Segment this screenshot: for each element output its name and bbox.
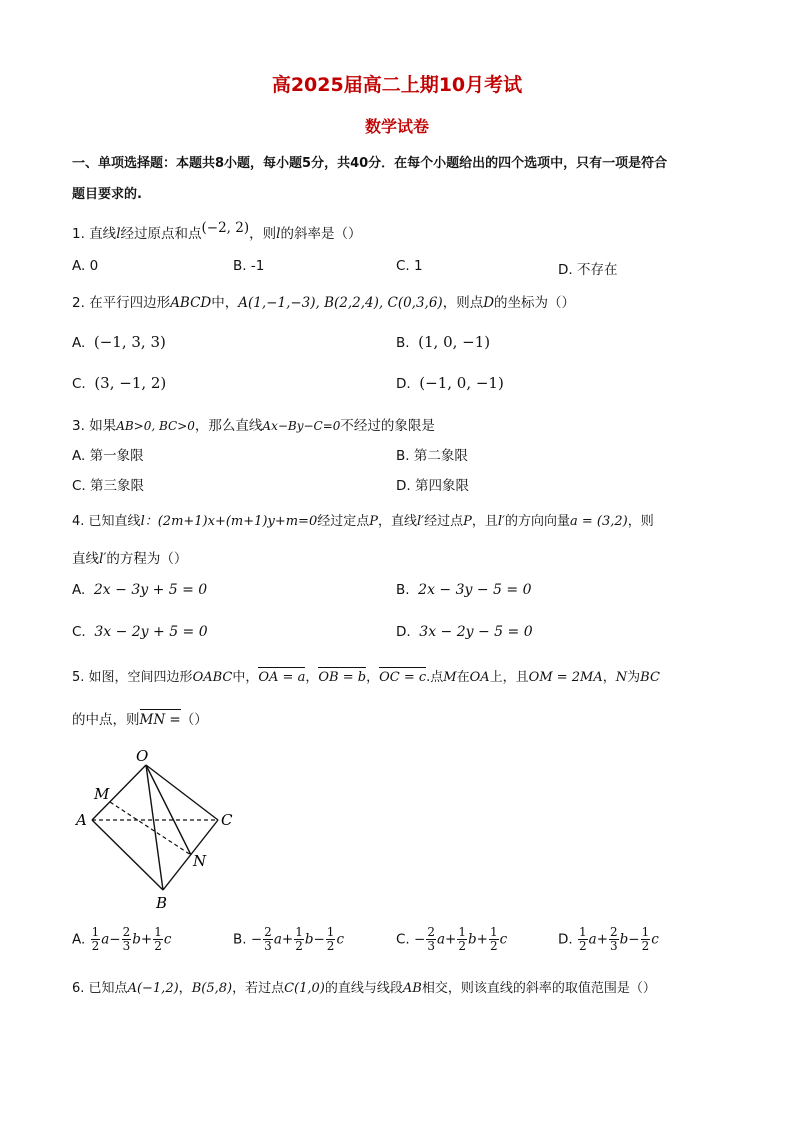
math-var: M: [443, 670, 457, 685]
option-letter: D.: [558, 931, 573, 948]
option-text: (−1, 0, −1): [419, 374, 504, 392]
numerator: 1: [326, 925, 335, 939]
question-4: [72, 510, 654, 529]
edge-ob: [146, 765, 163, 890]
sign: +: [476, 931, 488, 948]
option-text: 第四象限: [414, 478, 469, 494]
denominator: 2: [295, 939, 303, 953]
option-letter: A.: [72, 582, 86, 598]
label-o: O: [136, 747, 149, 765]
vector-var: b: [467, 931, 477, 948]
fraction: [426, 926, 436, 953]
math-point: B(5,8): [191, 981, 233, 996]
numerator: 1: [458, 925, 466, 939]
edge-bc: [163, 820, 218, 890]
option-text: 第三象限: [90, 478, 145, 494]
math-var: N: [615, 670, 628, 685]
question-text: ，则点: [442, 295, 484, 311]
fraction: [263, 926, 273, 953]
question-text: ，若过点: [232, 981, 285, 996]
option-text: -1: [250, 258, 265, 274]
sign: +: [445, 931, 457, 948]
q1-option-b[interactable]: [233, 258, 264, 274]
denominator: 2: [641, 939, 650, 953]
fraction: [578, 926, 588, 953]
segment-mn-dashed: [110, 802, 191, 855]
option-text: 2x − 3y − 5 = 0: [418, 582, 532, 598]
question-text: 上，且: [489, 670, 529, 685]
sign: −: [250, 931, 263, 948]
numerator: 2: [264, 925, 272, 939]
question-text: 直线: [89, 226, 117, 242]
exam-title: 高2025届高二上期10月考试: [271, 74, 523, 96]
numerator: 1: [578, 925, 587, 939]
option-text: (3, −1, 2): [94, 374, 167, 392]
option-text: 3x − 2y + 5 = 0: [94, 624, 208, 640]
question-number: 3.: [72, 418, 85, 434]
question-4-line2: [72, 547, 187, 567]
vector-var: b: [132, 931, 141, 948]
math-equation: l：(2m+1)x+(m+1)y+m=0: [140, 514, 318, 529]
math-var: l′: [99, 551, 107, 567]
fraction: [91, 926, 101, 953]
question-number: 1.: [72, 226, 85, 242]
question-text: 已知点: [88, 981, 128, 996]
question-number: 2.: [72, 295, 85, 311]
question-3: [72, 414, 435, 434]
label-m: M: [94, 785, 110, 803]
question-1: [72, 222, 361, 242]
q4-option-c[interactable]: [72, 624, 208, 640]
q4-option-d[interactable]: [396, 624, 533, 640]
math-vector: OB = b: [318, 670, 367, 685]
vector-var: a: [436, 931, 446, 948]
q3-option-c[interactable]: [72, 474, 144, 494]
math-vector: a = (3,2): [570, 514, 628, 529]
option-text: 第一象限: [89, 448, 144, 464]
option-letter: D.: [396, 624, 411, 640]
math-relation: OM = 2MA: [528, 670, 603, 685]
question-text: 在: [456, 670, 470, 685]
denominator: 2: [458, 939, 466, 953]
sign: +: [140, 931, 153, 948]
vector-var: c: [651, 931, 659, 948]
option-letter: A.: [72, 335, 86, 351]
numerator: 2: [427, 925, 435, 939]
q5-option-a[interactable]: [72, 926, 171, 953]
denominator: 3: [122, 939, 131, 953]
vector-var: c: [163, 931, 172, 948]
question-text: 为: [627, 670, 641, 685]
q3-option-d[interactable]: [396, 474, 469, 494]
q1-option-c[interactable]: [396, 258, 423, 274]
sign: −: [313, 931, 325, 948]
question-text: ，直线: [377, 514, 417, 529]
question-text: 已知直线: [88, 514, 141, 529]
fraction: [294, 926, 304, 953]
option-letter: D.: [558, 262, 573, 278]
question-text: 的中点，则: [72, 712, 140, 728]
option-letter: B.: [396, 448, 410, 464]
fraction: [609, 926, 619, 953]
numerator: 1: [295, 925, 303, 939]
q3-option-b[interactable]: [396, 444, 468, 464]
option-letter: B.: [233, 931, 247, 948]
option-letter: C.: [72, 624, 86, 640]
option-text: (1, 0, −1): [418, 333, 491, 351]
question-number: 6.: [72, 981, 85, 996]
question-text: 的方向向量: [505, 514, 571, 529]
sign: +: [596, 931, 608, 948]
sign: +: [281, 931, 294, 948]
question-text: ，且: [471, 514, 498, 529]
question-text: 如果: [89, 418, 117, 434]
vector-var: a: [588, 931, 597, 948]
section-heading-line1: 一、单项选择题：本题共8小题，每小题5分，共40分．在每个小题给出的四个选项中，只有一项是符合: [72, 156, 668, 171]
numerator: 1: [91, 925, 100, 939]
q2-option-d[interactable]: [396, 374, 504, 392]
denominator: 2: [578, 939, 587, 953]
tetrahedron-figure: [70, 745, 250, 915]
question-text: 中，: [211, 295, 239, 311]
option-letter: A.: [72, 258, 86, 274]
label-a: A: [76, 811, 87, 829]
fraction: [641, 926, 651, 953]
sign: −: [109, 931, 121, 948]
section-heading-line2: 题目要求的.: [72, 187, 142, 202]
numerator: 1: [641, 925, 650, 939]
option-text: (−1, 3, 3): [93, 333, 166, 351]
option-letter: D.: [396, 376, 411, 392]
question-text: 的斜率是（）: [280, 226, 362, 242]
math-shape: OABC: [192, 670, 233, 685]
math-vector: OA = a: [258, 670, 306, 685]
math-var: P: [369, 514, 378, 529]
math-segment: AB: [402, 981, 422, 996]
question-text: ，那么直线: [194, 418, 263, 434]
question-6: [72, 977, 656, 996]
question-text: 经过点: [424, 514, 464, 529]
question-text: ，: [602, 670, 616, 685]
option-text: 3x − 2y − 5 = 0: [419, 624, 533, 640]
option-text: 2x − 3y + 5 = 0: [93, 582, 208, 598]
option-text: 1: [414, 258, 423, 274]
denominator: 2: [91, 939, 100, 953]
question-5: 5. 如图，空间四边形OABC中，OA = a，OB = b，OC = c.点M在OA上，且OM = 2MA，N为BC: [72, 670, 660, 685]
math-points: A(1,−1,−3), B(2,2,4), C(0,3,6): [238, 295, 443, 311]
option-letter: D.: [396, 478, 411, 494]
vector-var: a: [101, 931, 110, 948]
question-text: 中，: [232, 670, 259, 685]
math-vector: MN =: [139, 712, 181, 728]
question-text: 经过原点和点: [120, 226, 202, 242]
denominator: 3: [264, 939, 272, 953]
q3-option-a[interactable]: [72, 444, 144, 464]
math-var: D: [483, 295, 495, 311]
label-b: B: [156, 894, 168, 912]
question-text: ，则: [627, 514, 654, 529]
math-equation: Ax−By−C=0: [262, 419, 341, 433]
q4-option-a[interactable]: [72, 582, 207, 598]
sign: −: [414, 931, 426, 948]
option-letter: C.: [396, 931, 410, 948]
option-letter: C.: [72, 478, 86, 494]
question-text: ，则: [249, 226, 277, 242]
numerator: 2: [610, 925, 618, 939]
vector-var: a: [273, 931, 282, 948]
option-letter: C.: [396, 258, 410, 274]
math-point: (−2, 2): [201, 220, 250, 236]
q2-option-a[interactable]: [72, 333, 166, 351]
math-var: BC: [640, 670, 660, 685]
fraction: [153, 926, 163, 953]
edge-ab: [92, 820, 163, 890]
q5-option-c[interactable]: [396, 926, 507, 953]
label-n: N: [193, 852, 207, 870]
q5-option-b[interactable]: [233, 926, 344, 953]
math-var: P: [463, 514, 472, 529]
option-letter: C.: [72, 376, 86, 392]
question-number: 5.: [72, 670, 85, 685]
q1-option-d[interactable]: [558, 258, 617, 278]
math-var: l′: [417, 514, 425, 529]
vector-var: c: [499, 931, 508, 948]
math-shape: ABCD: [170, 295, 212, 311]
edge-oc: [146, 765, 218, 820]
q2-option-b[interactable]: [396, 333, 490, 351]
math-point: A(−1,2): [127, 981, 179, 996]
option-text: 不存在: [576, 262, 618, 278]
question-text: 相交，则该直线的斜率的取值范围是（）: [421, 981, 656, 996]
vector-var: b: [619, 931, 629, 948]
numerator: 2: [122, 925, 131, 939]
fraction: [489, 926, 499, 953]
question-text: 经过定点: [317, 514, 370, 529]
denominator: 2: [154, 939, 162, 953]
question-5-line2: [72, 708, 208, 728]
q1-option-a[interactable]: [72, 258, 98, 274]
denominator: 3: [610, 939, 618, 953]
option-letter: B.: [233, 258, 247, 274]
option-letter: B.: [396, 582, 410, 598]
question-2: [72, 291, 575, 311]
exam-subtitle: 数学试卷: [364, 117, 429, 136]
option-letter: B.: [396, 335, 410, 351]
q5-option-d[interactable]: [558, 926, 659, 953]
vector-var: c: [336, 931, 344, 948]
denominator: 2: [489, 939, 498, 953]
math-var: l: [276, 226, 281, 242]
question-text: ，: [178, 981, 192, 996]
vector-var: b: [304, 931, 314, 948]
option-text: 第二象限: [413, 448, 468, 464]
option-text: 0: [89, 258, 99, 274]
question-text: 不经过的象限是: [340, 418, 435, 434]
question-text: 直线: [72, 551, 99, 567]
denominator: 2: [326, 939, 335, 953]
label-c: C: [221, 811, 233, 829]
math-condition: AB>0, BC>0: [116, 419, 195, 433]
math-var: l′: [497, 514, 505, 529]
fraction: [457, 926, 467, 953]
denominator: 3: [427, 939, 435, 953]
numerator: 1: [154, 925, 162, 939]
q4-option-b[interactable]: [396, 582, 531, 598]
option-letter: A.: [72, 448, 86, 464]
question-text: 的直线与线段: [324, 981, 403, 996]
fraction: [326, 926, 336, 953]
math-vector: OC = c: [379, 670, 427, 685]
math-point: C(1,0): [284, 981, 325, 996]
question-text: （）: [180, 712, 208, 728]
math-var: l: [116, 226, 121, 242]
question-text: 的方程为（）: [106, 551, 188, 567]
question-text: 的坐标为（）: [494, 295, 576, 311]
sign: −: [628, 931, 640, 948]
question-number: 4.: [72, 514, 85, 529]
option-letter: A.: [72, 931, 86, 948]
question-text: .点: [426, 670, 444, 685]
question-text: 在平行四边形: [89, 295, 171, 311]
question-text: 如图，空间四边形: [88, 670, 193, 685]
q2-option-c[interactable]: [72, 374, 166, 392]
fraction: [122, 926, 132, 953]
math-var: OA: [469, 670, 490, 685]
numerator: 1: [489, 925, 498, 939]
